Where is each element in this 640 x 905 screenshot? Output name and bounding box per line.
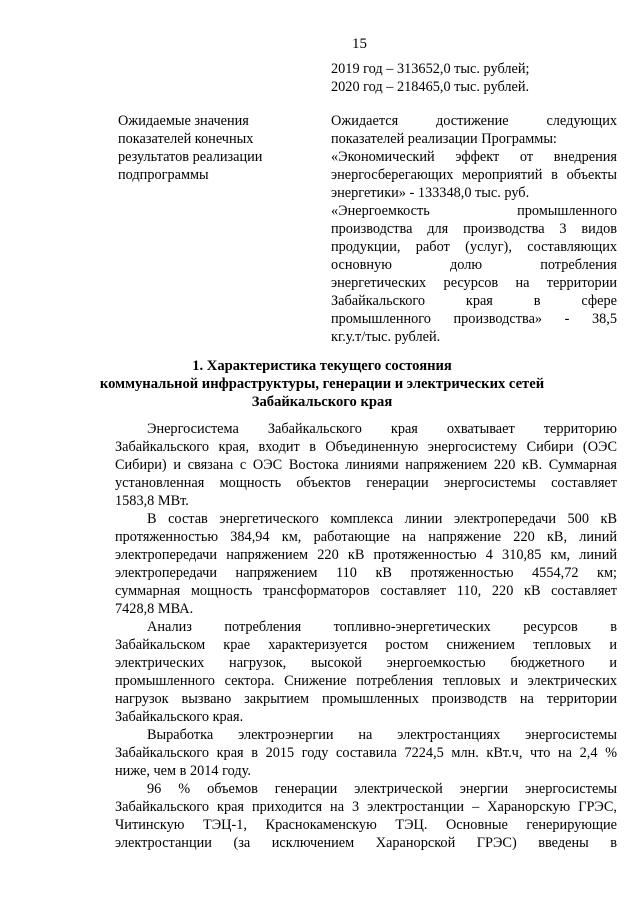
body-line: Забайкальского края, входит в Объединенную энергосистему Сибири (ОЭС [115,439,617,455]
table-left-line: подпрограммы [118,167,209,183]
table-right-line: энергосберегающих мероприятий в объекты [331,167,617,183]
table-right-line: кг.у.т/тыс. рублей. [331,329,441,345]
body-line: установленная мощность объектов генерации энергосистемы составляет [115,475,617,491]
body-line: 7428,8 МВА. [115,601,194,617]
table-right-line: Ожидается достижение следующих [331,113,617,129]
table-right-line: показателей реализации Программы: [331,131,557,147]
body-line: Анализ потребления топливно-энергетических ресурсов в [147,619,617,635]
table-right-line: энергетических ресурсов на территории [331,275,617,291]
table-right-line: энергетики» - 133348,0 тыс. руб. [331,185,530,201]
table-left-line: результатов реализации [118,149,263,165]
body-line: 96 % объемов генерации электрической энергии энергосистемы [147,781,617,797]
body-line: Читинскую ТЭЦ-1, Краснокаменскую ТЭЦ. Основные генерирующие [115,817,617,833]
body-line: суммарная мощность трансформаторов составляет 110, 220 кВ составляет [115,583,617,599]
table-left-line: показателей конечных [118,131,254,147]
table-right-line: основную долю потребления [331,257,617,273]
top-line-2020: 2020 год – 218465,0 тыс. рублей. [331,79,530,95]
page-number: 15 [352,36,367,52]
table-right-line: Забайкальского края в сфере [331,293,617,309]
body-line: электропередачи напряжением 110 кВ протяженностью 4554,72 км; [115,565,617,581]
body-line: Сибири) и связана с ОЭС Востока линиями напряжением 220 кВ. Суммарная [115,457,617,473]
body-line: нагрузок вызвано закрытием промышленных производств на территории [115,691,617,707]
section-heading-line: Забайкальского края [251,394,393,410]
table-right-line: «Энергоемкость промышленного [331,203,617,219]
body-line: электрических нагрузок, высокой энергоемкостью бюджетного и [115,655,617,671]
body-line: протяженностью 384,94 км, работающие на напряжение 220 кВ, линий [115,529,617,545]
body-line: Забайкальского края в 2015 году составила 7224,5 млн. кВт.ч, что на 2,4 % [115,745,617,761]
body-line: ниже, чем в 2014 году. [115,763,251,779]
body-line: Забайкальского края приходится на 3 электростанции – Харанорскую ГРЭС, [115,799,617,815]
table-right-line: продукции, работ (услуг), составляющих [331,239,617,255]
table-right-line: промышленного производства» - 38,5 [331,311,617,327]
body-line: Энергосистема Забайкальского края охватывает территорию [147,421,617,437]
body-line: электростанции (за исключением Харанорской ГРЭС) введены в [115,835,617,851]
body-line: Забайкальском крае характеризуется ростом снижением тепловых и [115,637,617,653]
body-line: промышленного сектора. Снижение потребления тепловых и электрических [115,673,617,689]
section-heading-line: 1. Характеристика текущего состояния [192,358,452,374]
body-line: В состав энергетического комплекса линии электропередачи 500 кВ [147,511,617,527]
body-line: Выработка электроэнергии на электростанциях энергосистемы [147,727,617,743]
table-right-line: производства для производства 3 видов [331,221,617,237]
top-line-2019: 2019 год – 313652,0 тыс. рублей; [331,61,530,77]
body-line: Забайкальского края. [115,709,244,725]
body-line: 1583,8 МВт. [115,493,189,509]
table-left-line: Ожидаемые значения [118,113,249,129]
body-line: электропередачи напряжением 220 кВ протяженностью 4 310,85 км, линий [115,547,617,563]
table-right-line: «Экономический эффект от внедрения [331,149,617,165]
section-heading-line: коммунальной инфраструктуры, генерации и электрических сетей [99,376,545,392]
